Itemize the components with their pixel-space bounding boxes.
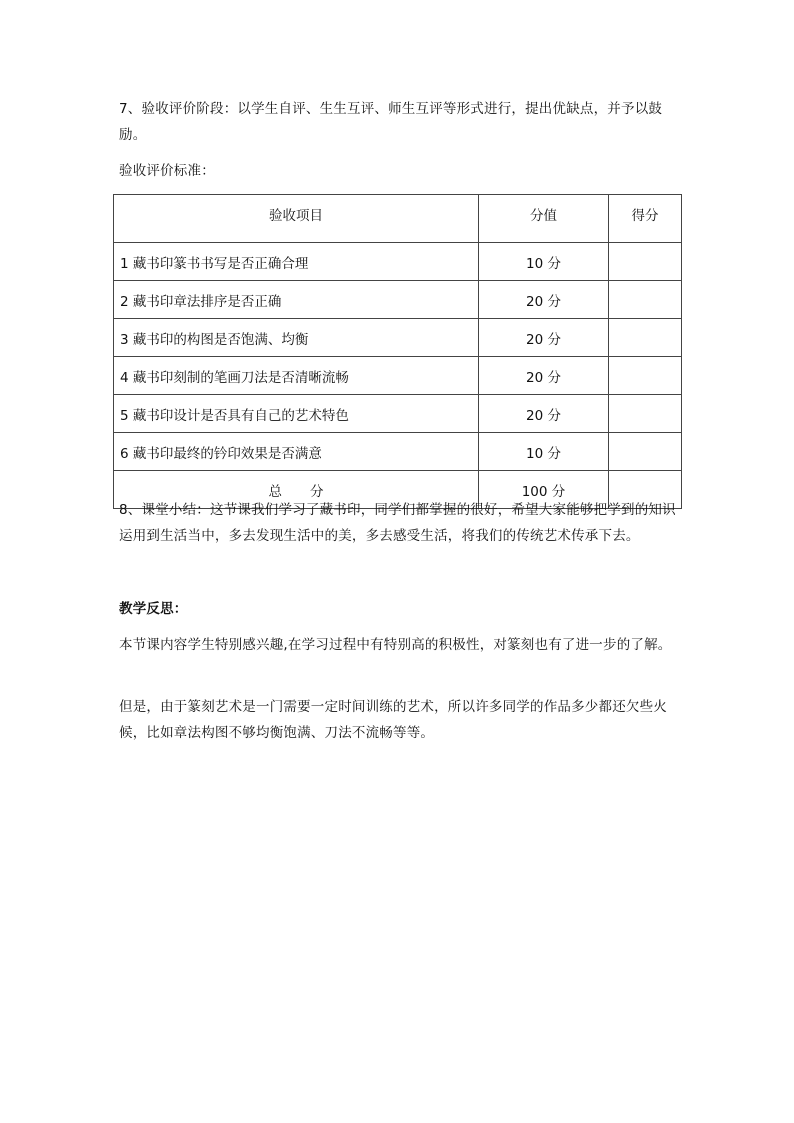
row-item: 3 藏书印的构图是否饱满、均衡 bbox=[114, 319, 479, 357]
reflection-paragraph-2: 但是，由于篆刻艺术是一门需要一定时间训练的艺术，所以许多同学的作品多少都还欠些火候，比如章法构图不够均衡饱满、刀法不流畅等等。 bbox=[119, 699, 667, 741]
row-score: 10 分 bbox=[479, 433, 609, 471]
reflection-paragraph-1: 本节课内容学生特别感兴趣,在学习过程中有特别高的积极性，对篆刻也有了进一步的了解。 bbox=[119, 637, 672, 653]
row-got bbox=[609, 281, 682, 319]
table-row bbox=[114, 433, 682, 471]
row-item: 4 藏书印刻制的笔画刀法是否清晰流畅 bbox=[114, 357, 479, 395]
row-score: 20 分 bbox=[479, 281, 609, 319]
row-score: 20 分 bbox=[479, 319, 609, 357]
row-score: 20 分 bbox=[479, 395, 609, 433]
row-score: 10 分 bbox=[479, 243, 609, 281]
step-8-paragraph: 8、课堂小结：这节课我们学习了藏书印，同学们都掌握的很好，希望大家能够把学到的知识运用到生活当中，多去发现生活中的美，多去感受生活，将我们的传统艺术传承下去。 bbox=[119, 502, 676, 544]
reflection-heading: 教学反思： bbox=[119, 601, 188, 617]
total-label-char-2: 分 bbox=[310, 483, 324, 500]
header-item: 验收项目 bbox=[114, 195, 479, 243]
row-item: 1 藏书印篆书书写是否正确合理 bbox=[114, 243, 479, 281]
row-item: 2 藏书印章法排序是否正确 bbox=[114, 281, 479, 319]
total-label-char-1: 总 bbox=[268, 483, 282, 500]
row-item: 6 藏书印最终的钤印效果是否满意 bbox=[114, 433, 479, 471]
table-row bbox=[114, 395, 682, 433]
table-header-row bbox=[114, 195, 682, 243]
row-got bbox=[609, 395, 682, 433]
total-score: 100 分 bbox=[479, 471, 609, 509]
table-row bbox=[114, 357, 682, 395]
row-item: 5 藏书印设计是否具有自己的艺术特色 bbox=[114, 395, 479, 433]
table-row bbox=[114, 281, 682, 319]
row-got bbox=[609, 243, 682, 281]
evaluation-table bbox=[113, 194, 682, 509]
row-got bbox=[609, 433, 682, 471]
row-score: 20 分 bbox=[479, 357, 609, 395]
header-got: 得分 bbox=[609, 195, 682, 243]
step-7-paragraph: 7、验收评价阶段：以学生自评、生生互评、师生互评等形式进行，提出优缺点，并予以鼓励。 bbox=[119, 101, 663, 143]
table-row bbox=[114, 319, 682, 357]
row-got bbox=[609, 357, 682, 395]
row-got bbox=[609, 319, 682, 357]
evaluation-standard-label: 验收评价标准： bbox=[119, 163, 215, 179]
header-score: 分值 bbox=[479, 195, 609, 243]
table-row bbox=[114, 243, 682, 281]
